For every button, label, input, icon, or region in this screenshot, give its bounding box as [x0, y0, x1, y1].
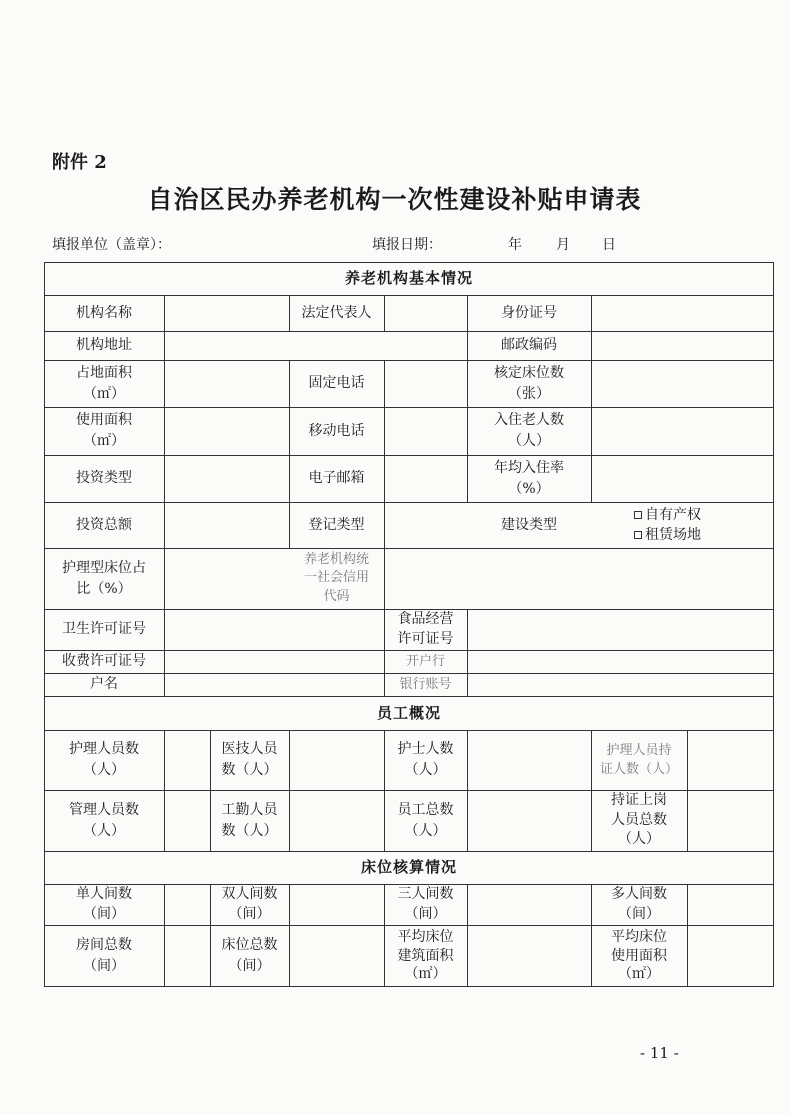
account-number-label: 银行账号 [399, 676, 452, 692]
rooms-total-label: 房间总数 （间） [76, 937, 132, 974]
occupancy-label: 年均入住率 （%） [494, 459, 564, 497]
nurses-field[interactable] [467, 730, 591, 790]
avg-use-area-field[interactable] [687, 925, 774, 987]
month-label: 月 [556, 237, 570, 253]
certified-nursing-label: 护理人员持 证人数（人） [599, 742, 678, 777]
managers-label: 管理人员数 （人） [69, 801, 139, 839]
double-rooms-label: 双人间数 （间） [221, 885, 278, 922]
employees-field[interactable] [467, 790, 591, 851]
workers-label: 工勤人员 数（人） [221, 801, 278, 839]
beds-total-field[interactable] [289, 925, 384, 987]
invest-type-label: 投资类型 [76, 470, 132, 486]
leased-site-text: 租赁场地 [645, 527, 701, 544]
certified-total-label: 持证上岗 人员总数 （人） [611, 792, 667, 848]
account-name-field[interactable] [164, 673, 384, 696]
form-title: 自治区民办养老机构一次性建设补贴申请表 [147, 185, 642, 214]
multi-rooms-field[interactable] [687, 884, 774, 925]
account-number-field[interactable] [467, 673, 774, 696]
postcode-field[interactable] [591, 331, 774, 360]
avg-use-area-label: 平均床位 使用面积 （㎡） [611, 928, 667, 983]
bank-label: 开户行 [405, 653, 445, 669]
reg-type-label: 登记类型 [308, 516, 365, 533]
own-property-option[interactable] [634, 505, 701, 525]
org-name-label: 机构名称 [76, 304, 132, 321]
application-form-table [44, 262, 774, 987]
approved-beds-field[interactable] [591, 360, 774, 407]
health-license-field[interactable] [164, 609, 384, 650]
mobile-phone-label: 移动电话 [308, 422, 365, 439]
legal-rep-label: 法定代表人 [301, 304, 372, 321]
section-basic-info-title: 养老机构基本情况 [344, 269, 473, 288]
approved-beds-label: 核定床位数 （张） [494, 364, 564, 402]
medical-staff-label: 医技人员 数（人） [221, 741, 278, 778]
attachment-label: 附件 2 [52, 152, 107, 173]
food-license-label: 食品经营 许可证号 [397, 610, 454, 647]
org-address-field[interactable] [164, 331, 467, 360]
checkbox-icon[interactable] [634, 531, 642, 539]
certified-nursing-field[interactable] [687, 730, 774, 790]
managers-field[interactable] [164, 790, 210, 851]
fee-license-field[interactable] [164, 650, 384, 673]
invest-total-label: 投资总额 [76, 516, 132, 533]
use-area-field[interactable] [164, 407, 289, 455]
legal-rep-field[interactable] [384, 295, 467, 331]
food-license-field[interactable] [467, 609, 774, 650]
fee-license-label: 收费许可证号 [62, 653, 146, 669]
health-license-label: 卫生许可证号 [62, 621, 146, 637]
section-beds-title: 床位核算情况 [360, 858, 457, 877]
year-label: 年 [508, 237, 522, 253]
land-area-field[interactable] [164, 360, 289, 407]
residents-label: 入住老人数 （人） [494, 412, 564, 449]
org-name-field[interactable] [164, 295, 289, 331]
avg-build-area-field[interactable] [467, 925, 591, 987]
email-label: 电子邮箱 [308, 470, 365, 486]
postcode-label: 邮政编码 [501, 337, 557, 353]
leased-site-option[interactable] [634, 525, 701, 545]
triple-rooms-field[interactable] [467, 884, 591, 925]
single-rooms-label: 单人间数 （间） [76, 885, 132, 922]
account-name-label: 户名 [90, 676, 118, 692]
page-number: - 11 - [640, 1044, 679, 1062]
workers-field[interactable] [289, 790, 384, 851]
own-property-text: 自有产权 [645, 507, 701, 523]
nursing-staff-field[interactable] [164, 730, 210, 790]
nursing-bed-ratio-field[interactable] [164, 548, 289, 609]
invest-total-field[interactable] [164, 502, 289, 548]
avg-build-area-label: 平均床位 建筑面积 （㎡） [397, 928, 454, 983]
checkbox-icon[interactable] [634, 511, 642, 519]
invest-type-field[interactable] [164, 455, 289, 502]
credit-code-label: 养老机构统 一社会信用 代码 [303, 552, 369, 604]
single-rooms-field[interactable] [164, 884, 210, 925]
id-number-field[interactable] [591, 295, 774, 331]
mobile-phone-field[interactable] [384, 407, 467, 455]
day-label: 日 [602, 237, 616, 253]
id-number-label: 身份证号 [501, 304, 557, 321]
credit-code-field[interactable] [384, 548, 774, 609]
land-area-label: 占地面积 （㎡） [76, 364, 132, 402]
build-type-options [634, 505, 701, 546]
nursing-bed-ratio-label: 护理型床位占 比（%） [62, 559, 146, 597]
build-type-label: 建设类型 [501, 516, 557, 533]
double-rooms-field[interactable] [289, 884, 384, 925]
nurses-label: 护士人数 （人） [397, 741, 454, 778]
fill-unit-label: 填报单位（盖章）： [52, 237, 171, 253]
fill-date-label: 填报日期： [372, 237, 442, 253]
residents-field[interactable] [591, 407, 774, 455]
rooms-total-field[interactable] [164, 925, 210, 987]
bank-field[interactable] [467, 650, 774, 673]
section-staff-title: 员工概况 [376, 703, 441, 722]
org-address-label: 机构地址 [76, 337, 132, 353]
occupancy-field[interactable] [591, 455, 774, 502]
beds-total-label: 床位总数 （间） [221, 937, 278, 974]
certified-total-field[interactable] [687, 790, 774, 851]
employees-label: 员工总数 （人） [397, 801, 454, 839]
fixed-phone-label: 固定电话 [308, 375, 365, 391]
fixed-phone-field[interactable] [384, 360, 467, 407]
email-field[interactable] [384, 455, 467, 502]
triple-rooms-label: 三人间数 （间） [397, 885, 454, 922]
nursing-staff-label: 护理人员数 （人） [69, 741, 139, 778]
multi-rooms-label: 多人间数 （间） [611, 885, 667, 922]
medical-staff-field[interactable] [289, 730, 384, 790]
use-area-label: 使用面积 （㎡） [76, 412, 132, 449]
